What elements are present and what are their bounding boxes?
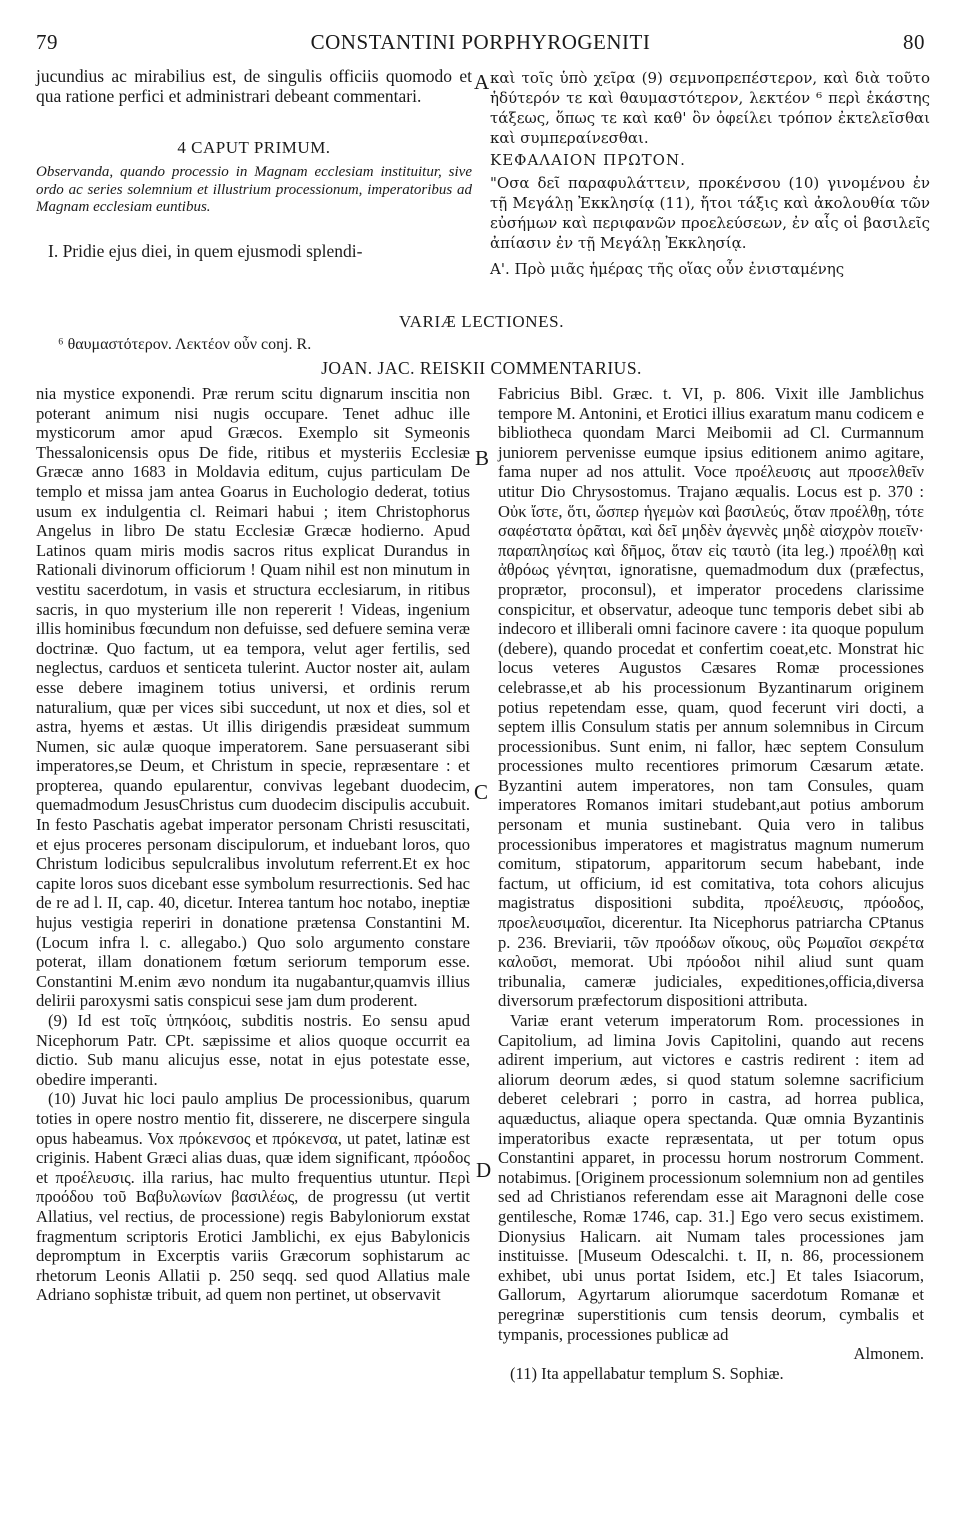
commentary-right-column [498,384,924,1383]
greek-summary: "Οσα δεῖ παραφυλάττειν, προκένσου (10) γινομένου ἐν τῇ Μεγάλῃ Ἐκκλησίᾳ (11), ἤτοι τάξις καὶ ἀκολουθία τῶν εὐσήμων καὶ περιφανῶν προελεύσεων, ἐν αἷς οἱ βασιλεῖς ἀπίασιν ἐν τῇ Μεγάλῃ Ἐκκλησίᾳ. [490,174,930,252]
greek-text-block [490,68,930,279]
commentary-note-10: (10) Juvat hic loci paulo amplius De processionibus, quarum toties in opere nostro mentio fit, disserere, ne discerpere singula opus habeamus. Vox πρόκενσος et πρόκενσα, ut patet, latinæ est criginis. Habent Græci alias duas, quæ idem significant, πρόοδος et προέλευσις. illa rarius, hac multo frequentius utuntur. Περὶ προόδου τοῦ Βαβυλωνίων βασιλέως, de progressu (ut vertit Allatius, vel rectius, de processione) regis Babyloniorum exstat fragmentum scriptoris Erotici Jamblichi, ex ejus Babylonicis depromptum in Excerptis variis Græcorum sophistarum ac rhetorum Leonis Allatii p. 250 seqq. sed quod Allatius male Adriano sophistæ tribuit, ad quem non pertinet, ut observavit [36,1089,470,1305]
commentary-heading: JOAN. JAC. REISKII COMMENTARIUS. [321,358,642,378]
margin-marker-b: B [475,446,490,470]
commentary-note-11: (11) Ita appellabatur templum S. Sophiæ. [510,1363,784,1383]
footnote-6: ⁶ θαυμαστότερον. Λεκτέον οὖν conj. R. [58,336,312,353]
running-header [36,30,925,60]
caput-heading: 4 CAPUT PRIMUM. [177,138,331,157]
latin-text-block [36,66,472,261]
commentary-paragraph: nia mystice exponendi. Præ rerum scitu dignarum inscitia non poterant animum nisi nugis occupare. Tenet adhuc ille mysticorum amor apud Græcos. Exemplo sit Symeonis Thessalonicensis opus De fide, ritibus et mysteriis Ecclesiæ Græcæ anno 1683 in Moldavia editum, cujus particulam De templo et missa jam antea Goarus in Euchologio dederat, totius usum ex indulgentia cl. Reimari habui ; item Christophorus Angelus in libro De statu Ecclesiæ Græcæ hodierno. Apud Latinos quam miris modis sacros ritus explicat Durandus in Rationali divinorum officiorum ! Quam nihil est non minutum in vestitu sacerdotum, in vasis et structura ecclesiarum, in ritibus sacris, in quo mysterium ille non repererit ! Videas, ingenium illis hominibus fœcundum non defuisse, sed defuere semina veræ doctrinæ. Quo factum, ut ea tempora, velut ager fertilis, sed neglectus, carduos et senticeta tulerint. Auctor noster ait, aulam esse debere imaginem totius universi, et ordinis rerum naturalium, quæ per vices sibi succedunt, ut nox et dies, sol et astra, hyems et æstas. Ut illis dirigendis præsideat summum Numen, sic aulæ quoque imperatorem. Sane persuaserant sibi imperatores,se Deum, et Christum in specie, repræsentare : et propterea, quando epularentur, convivas legebant duodecim, quemadmodum JesusChristus cum duodecim discipulis accubuit. In festo Paschatis agebat imperator personam Christi resuscitati, et ejus proceres personam discipulorum, et induebant loros, quo Christum lodicibus sepulcralibus involutum referrent.Et ex hoc capite loros suos dicebant esse symbolum resurrectionis. Sed hac de re ad l. II, cap. 40, dicetur. Interea tantum hoc notabo, ineptiæ hujus vestigia reperiri in donatione prætensa Constantini M. (Locum infra l. c. allegabo.) Quo solo argumento constare poterat, illam donationem fœtum seriorum temporum esse. Constantini M.enim ævo nondum ita nugabantur,quamvis illius delirii paroxysmi satis conspicui sese jam dum proderent. [36,384,470,1011]
commentary-left-column [36,384,470,1305]
page-number-left: 79 [36,30,58,54]
running-title: CONSTANTINI PORPHYROGENITI [310,30,651,54]
margin-marker-a: A [474,70,490,94]
commentary-paragraph: Variæ erant veterum imperatorum Rom. processiones in Capitolium, ad limina Jovis Capitolini, quando aut recens adirent imperium, aut victores e castris redirent : item ad aliorum deorum ædes, si quod statum solemne sacrificium deberet celebrari ; porro in castra, ad horrea publica, aquæductus, aliaque opera spectanda. Quæ omnia Byzantinis imperatoribus exacte repræsentata, ut per totum opus Constantini apparet, in processu horum nostrorum Comment. notabimus. [Originem processionum solemnium non ad gentiles sed ad Christianos referendam esse ait Maragnoni delle cose gentilesche, Romæ 1746, cap. 31.] Ego vero secus existimem. Dionysius Halicarn. ait Numam tales processiones jam instituisse. [Museum Odescalchi. t. II, n. 86, processionem exhibet, ubi unus portat Isidem, etc.] Et tales Isiacorum, Gallorum, Agyrtarum aliorumque sacerdotum Romanæ et peregrinæ superstitionis cum tensis deorum, cymbalis et tympanis, processiones publicæ ad [498,1011,924,1344]
latin-intro: jucundius ac mirabilius est, de singulis officiis quomodo et qua ratione perfici et administrari debeant commentari. [36,66,472,106]
margin-marker-c: C [474,780,489,804]
variae-lectiones-heading: VARIÆ LECTIONES. [398,312,565,331]
commentary-note-9: (9) Id est τοῖς ὑπηκόοις, subditis nostris. Eo sensu apud Nicephorum Patr. CPt. sæpissime et alios quoque occurrit ea dictio. Sub manu alicujus esse, notat in ejus potestate esse, obedire imperanti. [36,1011,470,1089]
margin-marker-d: D [476,1158,492,1182]
greek-section-1: Α'. Πρὸ μιᾶς ἡμέρας τῆς οἵας οὖν ἐνισταμένης [490,260,845,278]
latin-section-1: I. Pridie ejus diei, in quem ejusmodi splendi- [48,240,363,261]
page-number-right: 80 [903,30,925,54]
greek-intro: καὶ τοῖς ὑπὸ χεῖρα (9) σεμνοπρεπέστερον, καὶ διὰ τοῦτο ἡδύτερόν τε καὶ θαυμαστότερον, λεκτέον ⁶ περὶ ἑκάστης τάξεως, ὅπως τε καὶ καθ' ὃν ὀφείλει τρόπον ἐκτελεῖσθαι καὶ συμπεραίνεσθαι. [490,69,930,147]
commentary-paragraph: Fabricius Bibl. Græc. t. VI, p. 806. Vixit ille Jamblichus tempore M. Antonini, et Erotici illius exaratum manu codicem e bibliotheca quondam Marci Meibomii ad Cl. Curmannum juniorem pervenisse eumque ipsius editionem animo agitare, fama nuper ad nos attulit. Voce προέλευσις aut προσελθεῖν utitur Dio Chrysostomus. Trajano æqualis. Locus est p. 370 : Οὐκ ἴστε, ὅτι, ὥσπερ ἡγεμὼν καὶ βασιλεύς, ὅταν προέλθῃ, τότε σαφέστατα ὁρᾶται, καὶ δεῖ μηδὲν ἀγεννὲς μηδὲ αἰσχρὸν ποιεῖν· παραπλησίως καὶ δῆμος, ὅταν εἰς ταυτὸ (ita leg.) προέλθῃ καὶ ἀθρόως γένηται, ignoratisne, quemadmodum dux (præfectus, proprætor, proconsul), et imperator procedens clarissime conspicitur, et observatur, adeoque tunc temporis debet sibi ab indecoro et illiberali omni facinore cavere : ita quoque populum (debere), quando procedat et confertim coeat,etc. Monstrat hic locus veteres Augustos Cæsares Romæ processiones celebrasse,et ab his processionum Byzantinarum originem potius repetendam esse, quam, quod fecerunt viri docti, a septem illis Consulum statis per annum solemnibus in Circum processionibus. Sunt enim, ni fallor, hæc septem Consulum processiones multo recentiores primorum Cæsarum ætate. Byzantini autem imperatores, non tam Consules, quam imperatores Romanos imitari studebant,aut potius amborum personam et munia sustinebant. Quia vero in talibus processionibus imperatores et magistratus magnum numerum comitum, stipatorum, apparitorum secum habebant, inde factum, ut officium, id est comitativa, tota cohors alicujus magistratus dispositioni subdita, προέλευσις, πρόοδος, προελευσιμαῖοι, dicerentur. Ita Nicephorus patriarcha CPtanus p. 236. Breviarii, τῶν προόδων οἴκους, οὓς Ρωμαῖοι σεκρέτα καλοῦσι, memorat. Ubi πρόοδοι nihil aliud sunt quam tribunalia, cameræ judiciales, expeditiones,officia,diversa diversorum præfectorum dispositioni attributa. [498,384,924,1011]
kephalaion-heading: ΚΕΦΑΛΑΙΟΝ ΠΡΩΤΟΝ. [490,151,686,169]
chapter-summary: Observanda, quando processio in Magnam ecclesiam instituitur, sive ordo ac series solemnium et illustrium processionum, imperatoribus ad Magnam ecclesiam euntibus. [36,164,472,215]
commentary-line-end: Almonem. [853,1344,924,1364]
